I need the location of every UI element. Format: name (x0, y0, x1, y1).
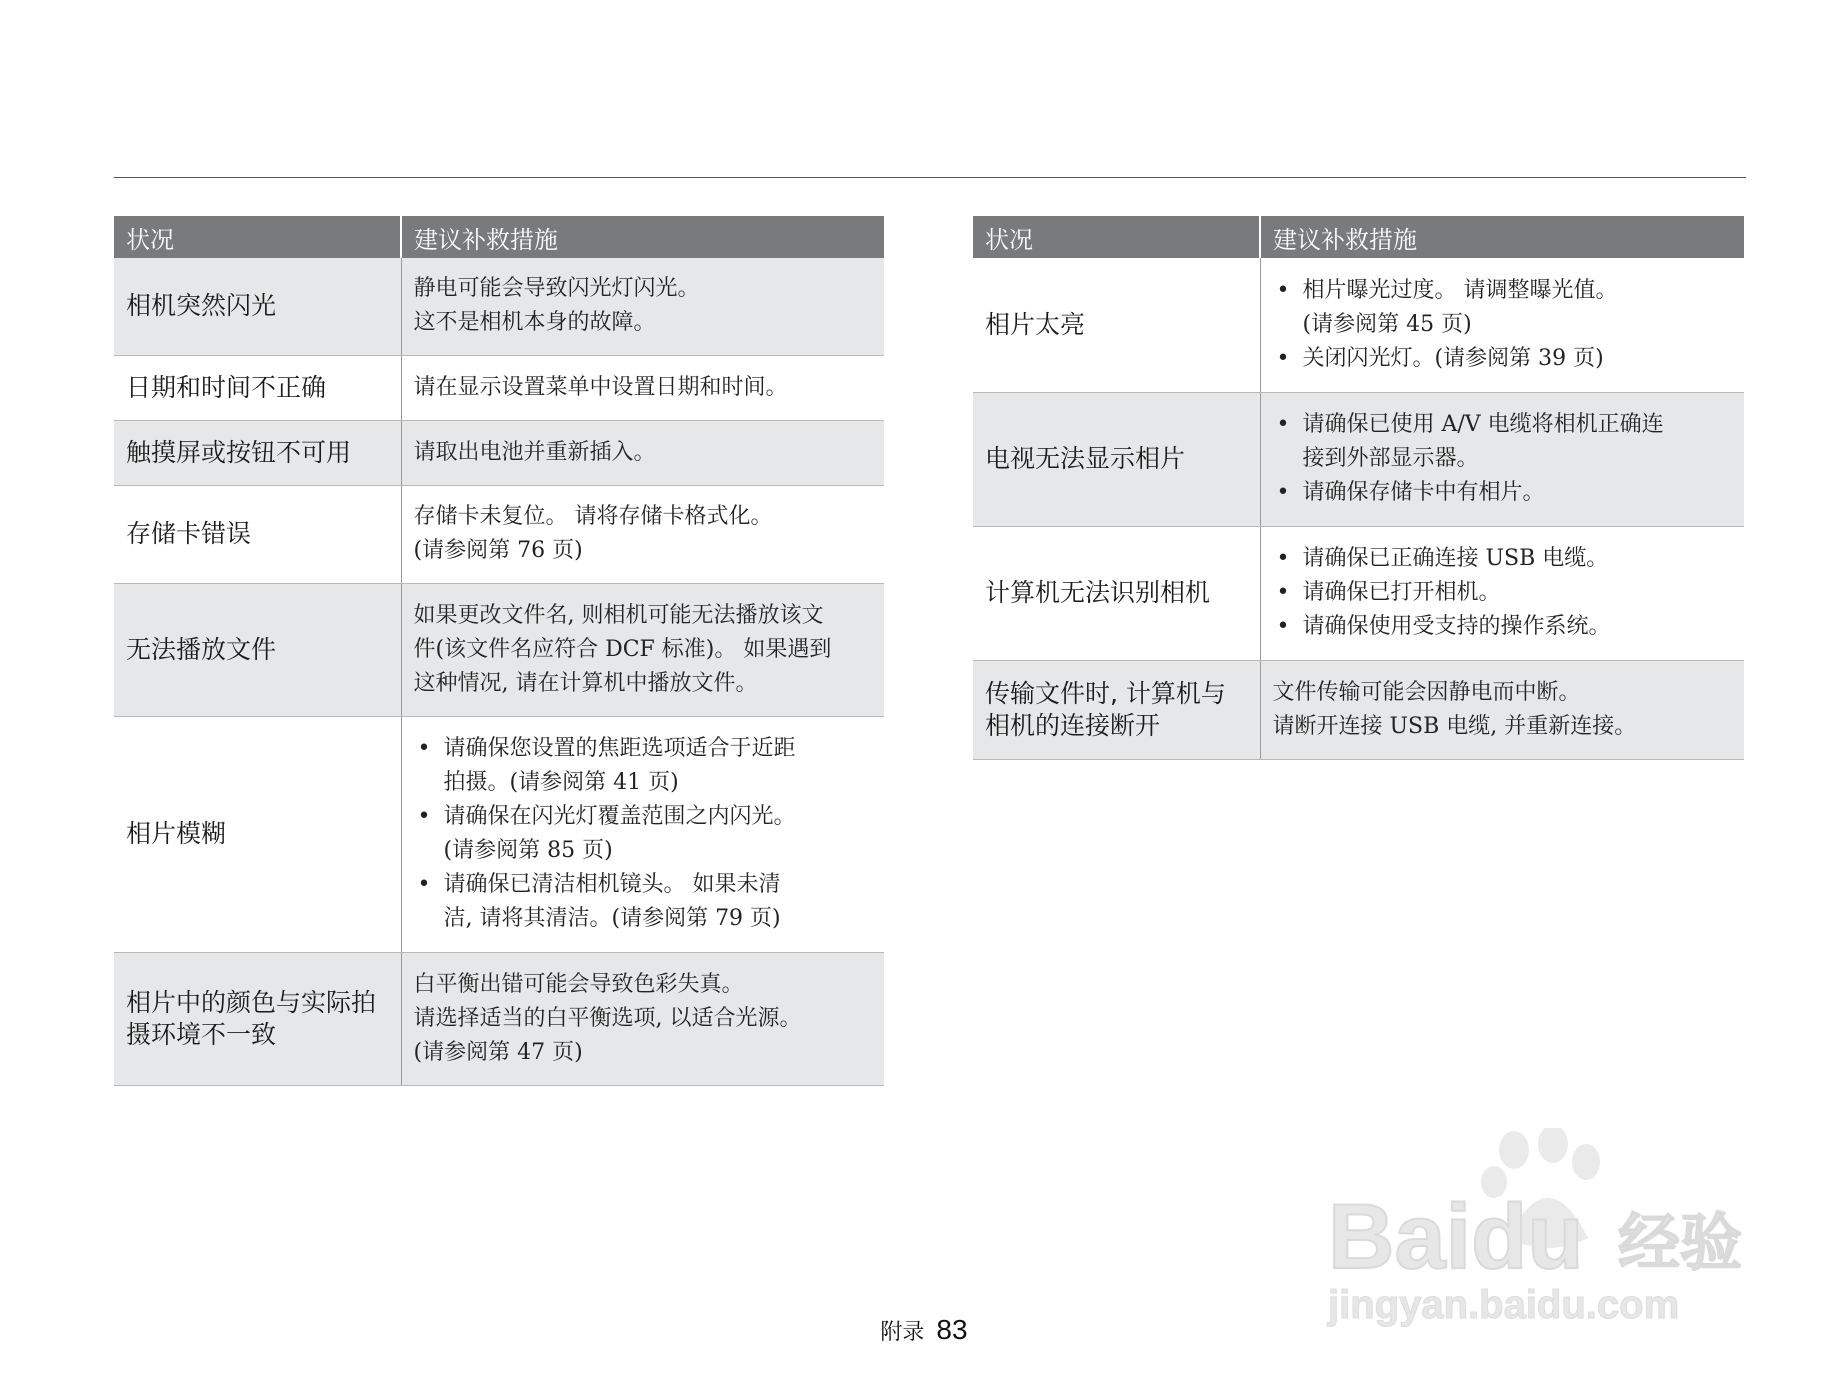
remedy-text: (请参阅第 47 页) (413, 1039, 583, 1065)
remedy-text: 存储卡未复位。 请将存储卡格式化。 (413, 504, 773, 529)
remedy-bullet (1273, 476, 1733, 510)
condition-text: 传输文件时, 计算机与 (985, 678, 1226, 708)
remedy-text: 文件传输可能会因静电而中断。 (1272, 679, 1581, 705)
remedy-cell (1260, 392, 1744, 526)
condition-cell (973, 258, 1260, 392)
remedy-cell (401, 952, 884, 1085)
remedy-text: 如果更改文件名, 则相机可能无法播放该文 (413, 602, 824, 628)
condition-text: 电视无法显示相片 (985, 444, 1186, 473)
remedy-text: (请参阅第 85 页) (443, 838, 613, 863)
top-divider (114, 177, 1746, 178)
condition-cell (114, 485, 401, 583)
table-row (114, 952, 884, 1085)
remedy-text: • 相片曝光过度。 请调整曝光值。 (1302, 277, 1618, 303)
remedy-text: • 请确保存储卡中有相片。 (1302, 480, 1545, 505)
remedy-bullet (414, 800, 873, 868)
remedy-text: • 请确保已清洁相机镜头。 如果未清 (443, 872, 781, 897)
remedy-cell (1260, 660, 1744, 759)
remedy-text: • 请确保在闪光灯覆盖范围之内闪光。 (443, 804, 796, 829)
table-row (973, 660, 1744, 759)
table-row (114, 420, 884, 485)
remedy-text: 请断开连接 USB 电缆, 并重新连接。 (1272, 713, 1637, 739)
remedy-text: (请参阅第 45 页) (1302, 311, 1472, 337)
table-row (114, 258, 884, 355)
remedy-cell (1260, 258, 1744, 392)
header-condition: 状况 (114, 216, 401, 258)
condition-cell (114, 952, 401, 1085)
remedy-text: 洁, 请将其清洁。(请参阅第 79 页) (443, 906, 781, 931)
watermark-brand: Baidu (1328, 1186, 1584, 1288)
remedy-cell (401, 485, 884, 583)
table-row (114, 716, 884, 952)
remedy-text: (请参阅第 76 页) (413, 538, 583, 563)
condition-cell (114, 420, 401, 485)
remedy-cell (401, 258, 884, 355)
condition-text: 摄环境不一致 (126, 1019, 277, 1049)
table-row (973, 526, 1744, 660)
remedy-bullet-list (1273, 542, 1733, 644)
remedy-bullet (1273, 342, 1733, 376)
condition-cell (114, 258, 401, 355)
remedy-cell (401, 583, 884, 716)
condition-cell (973, 526, 1260, 660)
remedy-bullet (414, 868, 873, 936)
remedy-text: 静电可能会导致闪光灯闪光。 (413, 276, 700, 302)
condition-text: 相片太亮 (985, 309, 1086, 339)
remedy-bullet (1273, 274, 1733, 342)
remedy-bullet (1273, 408, 1733, 476)
condition-cell (973, 660, 1260, 759)
remedy-text: 请在显示设置菜单中设置日期和时间。 (413, 374, 788, 400)
remedy-text: • 关闭闪光灯。(请参阅第 39 页) (1302, 345, 1604, 371)
remedy-bullet (414, 732, 873, 800)
page-footer (0, 1314, 1848, 1346)
troubleshooting-table-left (114, 216, 884, 1086)
table-row (973, 392, 1744, 526)
condition-text: 触摸屏或按钮不可用 (126, 437, 352, 467)
condition-text: 存储卡错误 (126, 519, 252, 548)
condition-text: 无法播放文件 (126, 634, 277, 664)
condition-text: 相片模糊 (126, 819, 227, 848)
page-number: 83 (936, 1314, 968, 1345)
remedy-text: • 请确保已正确连接 USB 电缆。 (1302, 546, 1609, 571)
troubleshooting-table-right (973, 216, 1744, 760)
remedy-bullet (1273, 610, 1733, 644)
table-row (114, 485, 884, 583)
header-condition: 状况 (973, 216, 1260, 258)
header-remedy: 建议补救措施 (401, 216, 884, 258)
remedy-bullet-list (1273, 408, 1733, 510)
watermark-brand-cn: 经验 (1618, 1206, 1743, 1279)
condition-cell (114, 583, 401, 716)
condition-text: 相机的连接断开 (985, 710, 1161, 740)
remedy-bullet-list (1273, 274, 1733, 376)
remedy-cell (401, 716, 884, 952)
remedy-text: • 请确保已使用 A/V 电缆将相机正确连 (1302, 412, 1664, 437)
remedy-text: 接到外部显示器。 (1302, 446, 1479, 471)
remedy-bullet (1273, 542, 1733, 576)
remedy-text: 拍摄。(请参阅第 41 页) (443, 770, 679, 795)
condition-cell (114, 716, 401, 952)
table-row (973, 258, 1744, 392)
remedy-cell (401, 420, 884, 485)
condition-text: 日期和时间不正确 (126, 372, 327, 402)
remedy-text: • 请确保使用受支持的操作系统。 (1302, 614, 1611, 639)
remedy-text: 这种情况, 请在计算机中播放文件。 (413, 670, 758, 696)
remedy-text: 请取出电池并重新插入。 (413, 439, 656, 465)
condition-text: 相片中的颜色与实际拍 (126, 987, 377, 1017)
remedy-text: 件(该文件名应符合 DCF 标准)。 如果遇到 (413, 636, 832, 662)
remedy-cell (401, 355, 884, 420)
condition-cell (114, 355, 401, 420)
condition-text: 计算机无法识别相机 (985, 578, 1211, 607)
condition-cell (973, 392, 1260, 526)
remedy-text: 这不是相机本身的故障。 (413, 310, 656, 336)
baidu-jingyan-watermark (1318, 1128, 1748, 1328)
remedy-bullet-list (414, 732, 873, 936)
remedy-text: 白平衡出错可能会导致色彩失真。 (413, 971, 744, 997)
footer-label: 附录 (880, 1320, 925, 1345)
condition-text: 相机突然闪光 (126, 291, 277, 321)
table-row (114, 583, 884, 716)
remedy-cell (1260, 526, 1744, 660)
remedy-text: • 请确保您设置的焦距选项适合于近距 (443, 736, 796, 761)
header-remedy: 建议补救措施 (1260, 216, 1744, 258)
remedy-bullet (1273, 576, 1733, 610)
remedy-text: • 请确保已打开相机。 (1302, 580, 1501, 605)
remedy-text: 请选择适当的白平衡选项, 以适合光源。 (413, 1005, 802, 1031)
watermark-url: jingyan.baidu.com (1328, 1283, 1680, 1327)
table-row (114, 355, 884, 420)
